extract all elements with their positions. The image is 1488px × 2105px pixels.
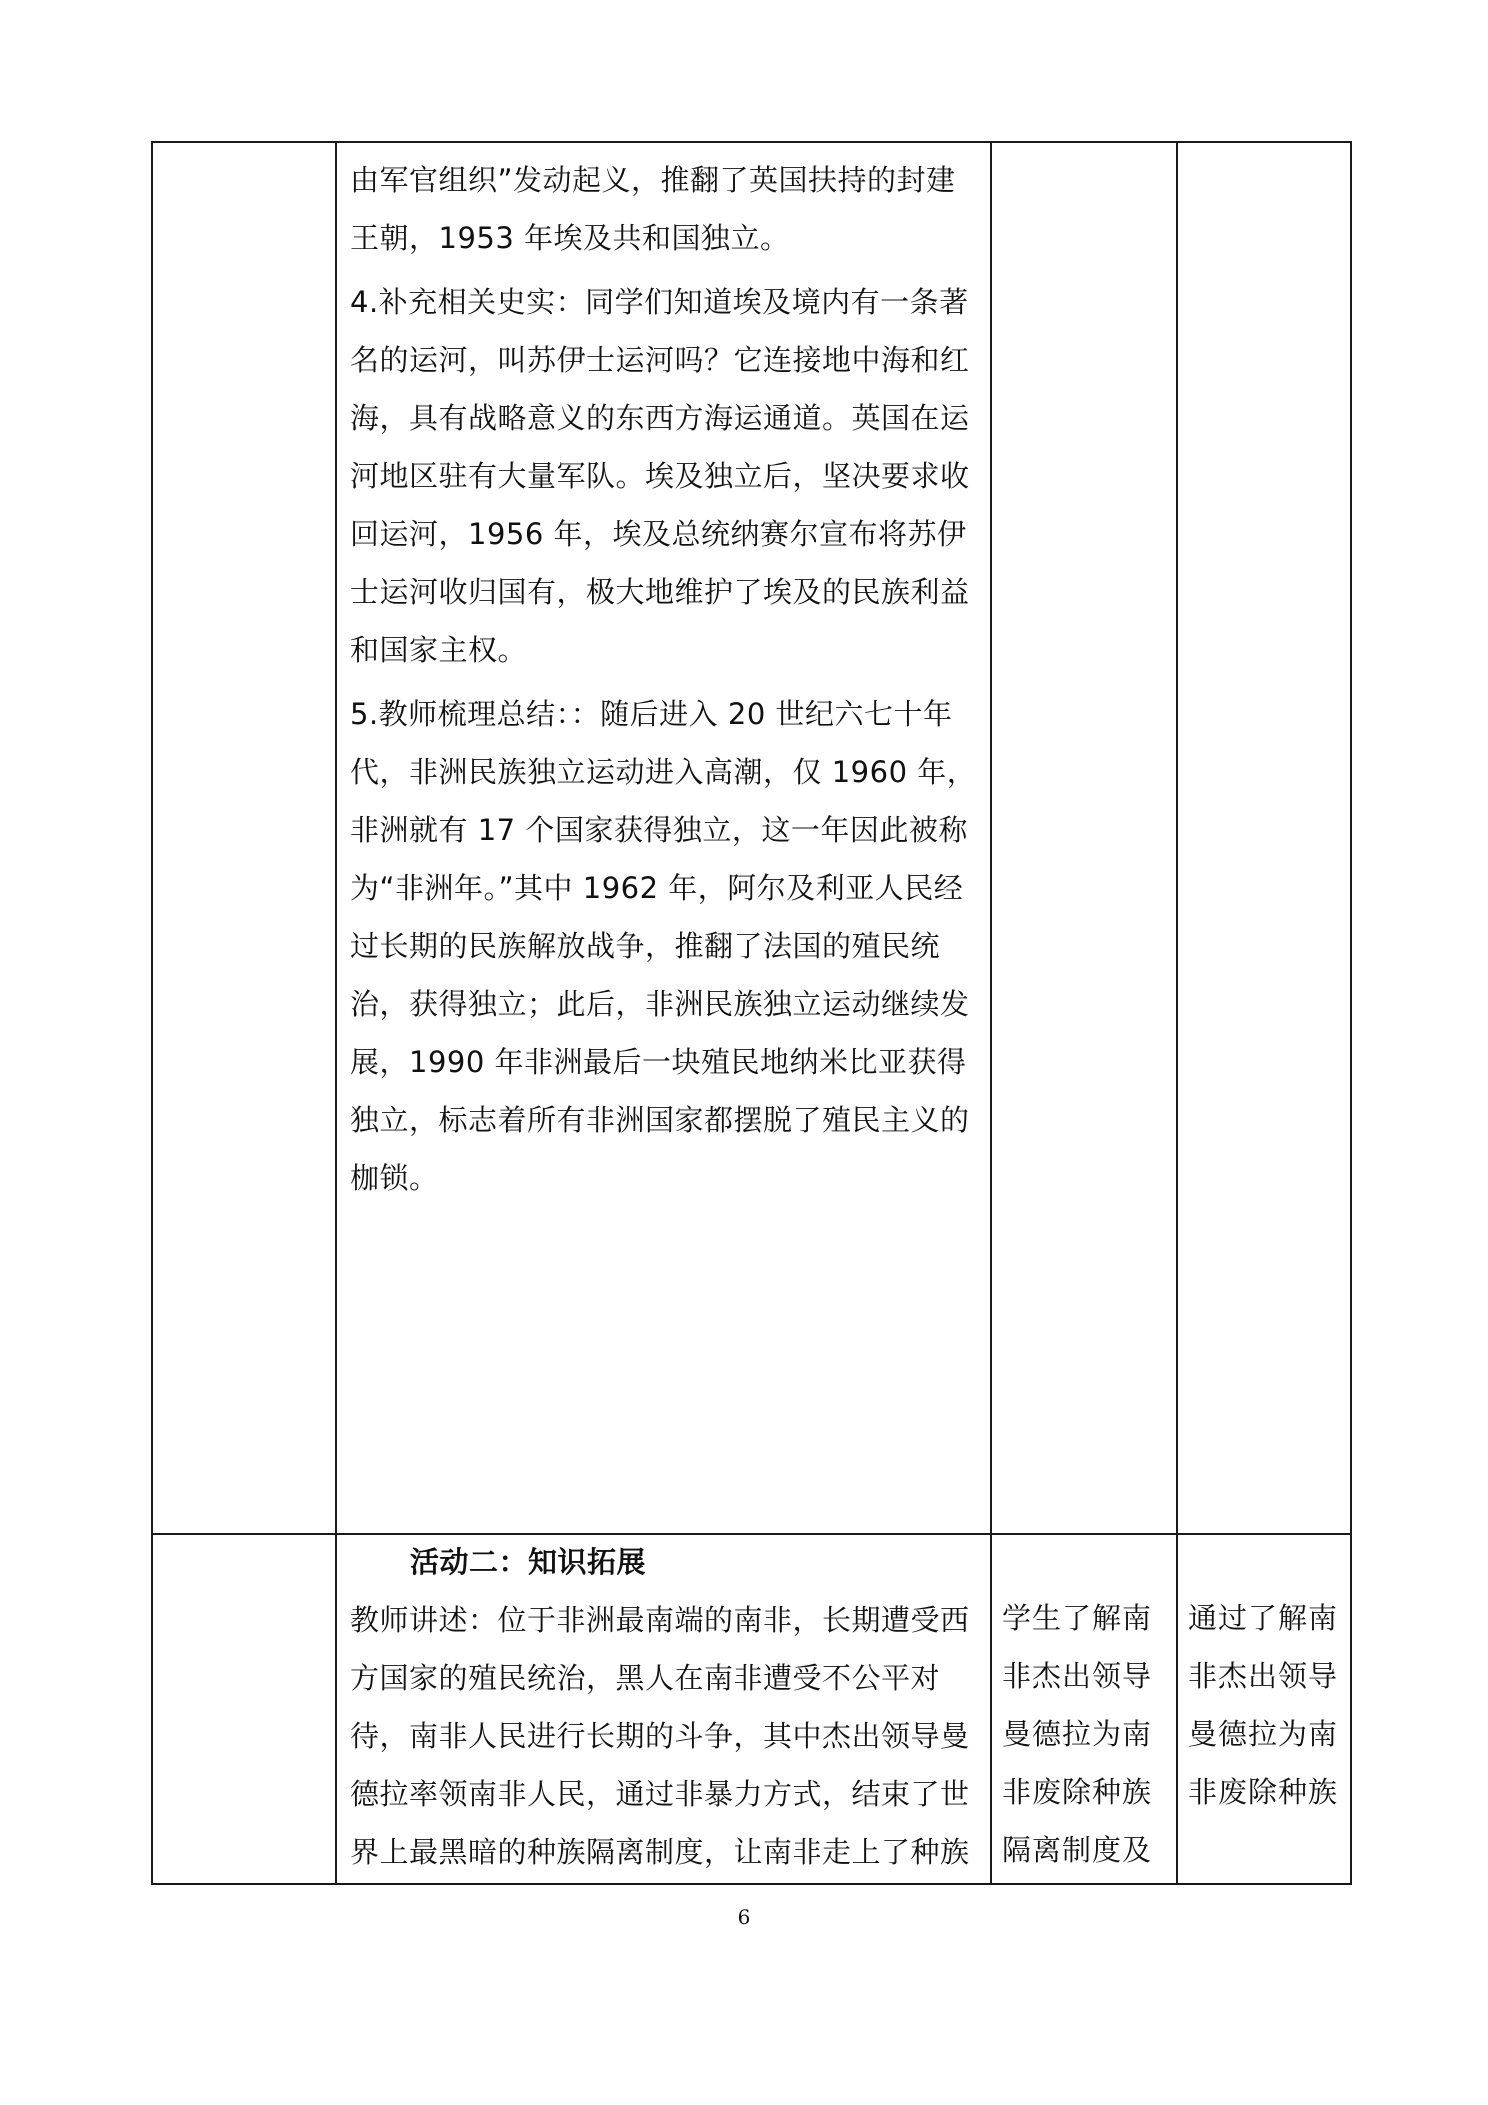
table-row	[152, 1534, 1351, 1884]
section-cell	[152, 1534, 336, 1884]
activity-title: 活动二：知识拓展	[410, 1545, 647, 1579]
paragraph: 由军官组织”发动起义，推翻了英国扶持的封建王朝，1953 年埃及共和国独立。	[350, 163, 956, 255]
student-activity-cell	[991, 142, 1177, 1534]
page-number: 6	[737, 1905, 751, 1929]
section-cell	[152, 142, 336, 1534]
teacher-activity-cell	[336, 142, 991, 1534]
student-activity-text: 学生了解南非杰出领导曼德拉为南非废除种族隔离制度及	[1002, 1601, 1153, 1867]
paragraph: 教师讲述：位于非洲最南端的南非，长期遭受西方国家的殖民统治，黑人在南非遭受不公平对待，南非人民进行长期的斗争，其中杰出领导曼德拉率领南非人民，通过非暴力方式，结束了世界上最黑暗的种族隔离制度，让南非走上了种族	[350, 1603, 970, 1869]
design-intent-cell	[1177, 142, 1351, 1534]
table-row	[152, 142, 1351, 1534]
student-activity-cell	[991, 1534, 1177, 1884]
paragraph: 4.补充相关史实：同学们知道埃及境内有一条著名的运河，叫苏伊士运河吗？它连接地中海和红海，具有战略意义的东西方海运通道。英国在运河地区驻有大量军队。埃及独立后，坚决要求收回运河，1956 年，埃及总统纳赛尔宣布将苏伊士运河收归国有，极大地维护了埃及的民族利益和国家主权。	[350, 285, 970, 667]
lesson-plan-table	[151, 141, 1352, 1885]
design-intent-cell	[1177, 1534, 1351, 1884]
design-intent-text: 通过了解南非杰出领导曼德拉为南非废除种族	[1188, 1601, 1339, 1809]
paragraph: 5.教师梳理总结：：随后进入 20 世纪六七十年代，非洲民族独立运动进入高潮，仅 1960 年，非洲就有 17 个国家获得独立，这一年因此被称为“非洲年。”其中 1962 年，阿尔及利亚人民经过长期的民族解放战争，推翻了法国的殖民统治，获得独立；此后，非洲民族独立运动继续发展，1990 年非洲最后一块殖民地纳米比亚获得独立，标志着所有非洲国家都摆脱了殖民主义的枷锁。	[350, 697, 977, 1195]
teacher-activity-cell	[336, 1534, 991, 1884]
